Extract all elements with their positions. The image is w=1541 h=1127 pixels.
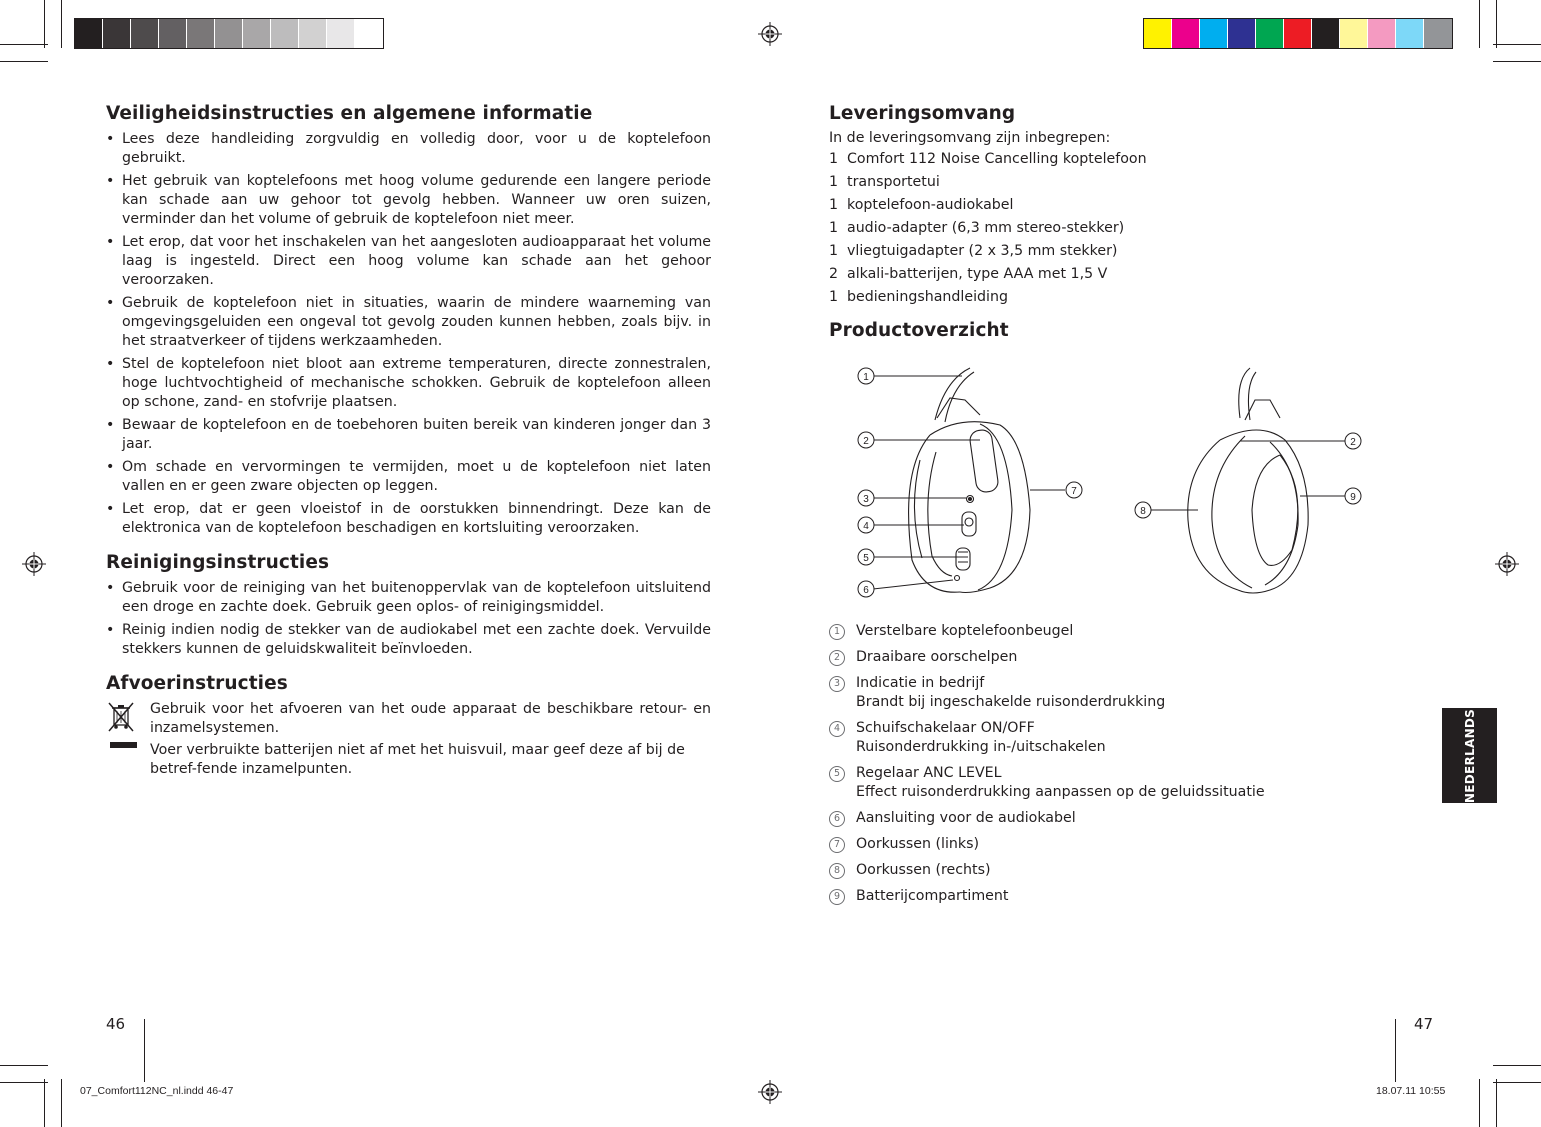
disposal-icon-cell (106, 700, 150, 770)
legend-text (856, 622, 1073, 641)
earcup-right-shell (1220, 430, 1308, 593)
crop-mark (1493, 1065, 1541, 1066)
bullet-item: • Het gebruik van koptelefoons met hoog volume gedurende een langere periode kan schade aan uw gehoor tot gevolg hebben. Wanneer uw oren suizen, verminder dan het volume of gebruik de koptelefoon niet meer. (106, 172, 711, 229)
cleaning-title: Reinigingsinstructies (106, 552, 330, 573)
overview-title: Productoverzicht (829, 320, 1009, 341)
bullet-item: • Om schade en vervormingen te vermijden, moet u de koptelefoon niet laten vallen en er geen zware objecten op leggen. (106, 458, 711, 496)
scope-item-qty: 1 (829, 289, 839, 305)
scope-item (829, 173, 1269, 192)
scope-item-qty: 1 (829, 243, 839, 259)
color-swatch (1312, 19, 1340, 48)
callout-3: 3 (863, 494, 869, 505)
bullet-item: • Let erop, dat voor het inschakelen van het aangesloten audioapparaat het volume laag is ingesteld. Direct een hoog volume kan schade aan het gehoor veroorzaken. (106, 233, 711, 290)
cmyk-color-bar (1143, 18, 1453, 49)
legend-number: 9 (829, 889, 845, 905)
callout-2: 2 (863, 436, 869, 447)
language-tab (1442, 708, 1497, 803)
cleaning-list (106, 579, 711, 659)
color-swatch (1368, 19, 1396, 48)
legend-label: Batterijcompartiment (856, 888, 1009, 904)
legend-number: 6 (829, 811, 845, 827)
callout-1: 1 (863, 372, 869, 383)
safety-list (106, 130, 711, 538)
color-swatch (299, 19, 327, 48)
scope-list (829, 150, 1269, 307)
crop-mark (1493, 1082, 1541, 1083)
color-swatch (131, 19, 159, 48)
scope-item-label: koptelefoon-audiokabel (847, 197, 1014, 213)
left-column (106, 102, 711, 782)
bullet-item: • Lees deze handleiding zorgvuldig en volledig door, voor u de koptelefoon gebruikt. (106, 130, 711, 168)
color-swatch (327, 19, 355, 48)
scope-item-qty: 1 (829, 197, 839, 213)
registration-mark-icon (22, 552, 46, 576)
legend-number: 3 (829, 676, 845, 692)
legend-number: 8 (829, 863, 845, 879)
legend-label: Aansluiting voor de audiokabel (856, 810, 1076, 826)
color-swatch (355, 19, 383, 48)
legend-number: 5 (829, 766, 845, 782)
scope-item-label: transportetui (847, 174, 940, 190)
slug-filename: 07_Comfort112NC_nl.indd 46-47 (80, 1085, 234, 1097)
color-swatch (103, 19, 131, 48)
color-swatch (159, 19, 187, 48)
scope-item-label: alkali-batterijen, type AAA met 1,5 V (847, 266, 1108, 282)
legend-item (829, 887, 1269, 906)
disposal-paragraph-1: Gebruik voor het afvoeren van het oude apparaat de beschikbare retour- en inzamelsystemen. (150, 701, 711, 736)
legend-item (829, 861, 1269, 880)
legend-text (856, 861, 991, 880)
gray-color-bar (74, 18, 384, 49)
crop-mark (44, 0, 45, 48)
legend-text (856, 809, 1076, 828)
legend-text (856, 719, 1106, 757)
legend-sublabel: Ruisonderdrukking in-/uitschakelen (856, 739, 1106, 755)
scope-item (829, 150, 1269, 169)
scope-item-qty: 2 (829, 266, 839, 282)
disposal-paragraph-2: Voer verbruikte batterijen niet af met het huisvuil, maar geef deze af bij de betref-fende inzamelpunten. (150, 742, 685, 777)
color-swatch (187, 19, 215, 48)
scope-item-label: Comfort 112 Noise Cancelling koptelefoon (847, 151, 1147, 167)
crossed-bin-icon (106, 700, 136, 746)
legend-item (829, 835, 1269, 854)
scope-item-label: bedieningshandleiding (847, 289, 1008, 305)
legend-text (856, 835, 979, 854)
registration-mark-icon (758, 1080, 782, 1104)
legend-item (829, 648, 1269, 667)
folio-rule (1395, 1019, 1396, 1082)
legend-text (856, 887, 1008, 906)
crop-mark (61, 1079, 62, 1127)
slug-timestamp: 18.07.11 10:55 (1376, 1085, 1446, 1097)
crop-mark (1493, 61, 1541, 62)
crop-mark (1479, 0, 1480, 48)
color-swatch (1424, 19, 1452, 48)
legend-sublabel: Effect ruisonderdrukking aanpassen op de geluidssituatie (856, 784, 1265, 800)
legend-label: Oorkussen (links) (856, 836, 980, 852)
crop-mark (1479, 1079, 1480, 1127)
scope-item-qty: 1 (829, 151, 839, 167)
earcup-left-cushion (930, 422, 1030, 593)
legend-number: 2 (829, 650, 845, 666)
registration-mark-icon (1495, 552, 1519, 576)
scope-item (829, 219, 1269, 238)
legend-label: Indicatie in bedrijf (856, 675, 985, 691)
scope-item-label: vliegtuigadapter (2 x 3,5 mm stekker) (847, 243, 1118, 259)
color-swatch (1228, 19, 1256, 48)
crop-mark (1493, 44, 1541, 45)
color-swatch (75, 19, 103, 48)
color-swatch (1172, 19, 1200, 48)
legend-item (829, 674, 1269, 712)
scope-item (829, 242, 1269, 261)
legend-label: Verstelbare koptelefoonbeugel (856, 623, 1074, 639)
callout-2-right: 2 (1350, 437, 1356, 448)
crop-mark (1496, 0, 1497, 48)
color-swatch (243, 19, 271, 48)
legend-item (829, 764, 1269, 802)
callout-8: 8 (1140, 506, 1146, 517)
crop-mark (44, 1079, 45, 1127)
callout-6: 6 (863, 585, 869, 596)
color-swatch (1396, 19, 1424, 48)
overview-legend (829, 622, 1269, 913)
legend-item (829, 809, 1269, 828)
registration-mark-icon (758, 22, 782, 46)
crop-mark (0, 1065, 48, 1066)
product-diagram (840, 360, 1380, 610)
legend-number: 4 (829, 721, 845, 737)
scope-intro: In de leveringsomvang zijn inbegrepen: (829, 130, 1111, 146)
legend-number: 1 (829, 624, 845, 640)
color-swatch (215, 19, 243, 48)
crop-mark (1496, 1079, 1497, 1127)
language-tab-label: NEDERLANDS (1462, 708, 1477, 803)
folio-rule (144, 1019, 145, 1082)
crop-mark (0, 61, 48, 62)
legend-sublabel: Brandt bij ingeschakelde ruisonderdrukking (856, 694, 1166, 710)
crop-mark (61, 0, 62, 48)
legend-number: 7 (829, 837, 845, 853)
callout-9: 9 (1350, 492, 1356, 503)
color-swatch (271, 19, 299, 48)
page-number-right: 47 (1414, 1015, 1434, 1033)
disposal-bar-icon (110, 742, 137, 748)
legend-item (829, 719, 1269, 757)
legend-label: Oorkussen (rechts) (856, 862, 991, 878)
color-swatch (1256, 19, 1284, 48)
scope-item-label: audio-adapter (6,3 mm stereo-stekker) (847, 220, 1125, 236)
bullet-item: • Let erop, dat er geen vloeistof in de oorstukken binnendringt. Deze kan de elektronica van de koptelefoon beschadigen en kortsluiting veroorzaken. (106, 500, 711, 538)
bullet-item: • Gebruik de koptelefoon niet in situaties, waarin de mindere waarneming van omgevingsgeluiden een ongeval tot gevolg zouden kunnen hebben, zoals bijv. in het straatverkeer of tijdens werkzaamheden. (106, 294, 711, 351)
page-number-left: 46 (106, 1015, 126, 1033)
scope-item-qty: 1 (829, 174, 839, 190)
legend-text (856, 674, 1165, 712)
scope-item (829, 265, 1269, 284)
scope-item (829, 196, 1269, 215)
callout-4: 4 (863, 521, 869, 532)
color-swatch (1340, 19, 1368, 48)
color-swatch (1144, 19, 1172, 48)
scope-title: Leveringsomvang (829, 103, 1016, 124)
bullet-item: • Reinig indien nodig de stekker van de audiokabel met een zachte doek. Vervuilde stekkers kunnen de geluidskwaliteit beïnvloeden. (106, 621, 711, 659)
disposal-block (106, 700, 711, 782)
crop-mark (0, 1082, 48, 1083)
bullet-item: • Stel de koptelefoon niet bloot aan extreme temperaturen, directe zonnestralen, hoge luchtvochtigheid of mechanische schokken. Gebruik de koptelefoon alleen op schone, zand- en stofvrije plaatsen. (106, 355, 711, 412)
scope-item-qty: 1 (829, 220, 839, 236)
legend-label: Schuifschakelaar ON/OFF (856, 720, 1035, 736)
legend-label: Regelaar ANC LEVEL (856, 765, 1002, 781)
crop-mark (0, 44, 48, 45)
callout-5: 5 (863, 553, 869, 564)
legend-label: Draaibare oorschelpen (856, 649, 1018, 665)
legend-text (856, 764, 1265, 802)
right-column (829, 102, 1269, 343)
safety-title: Veiligheidsinstructies en algemene informatie (106, 103, 593, 124)
color-swatch (1200, 19, 1228, 48)
earcup-right-cushion (1188, 440, 1238, 590)
color-swatch (1284, 19, 1312, 48)
callout-7: 7 (1071, 486, 1077, 497)
disposal-title: Afvoerinstructies (106, 673, 288, 694)
legend-text (856, 648, 1017, 667)
bullet-item: • Gebruik voor de reiniging van het buitenoppervlak van de koptelefoon uitsluitend een droge en zachte doek. Gebruik geen oplos- of reinigingsmiddel. (106, 579, 711, 617)
scope-item (829, 288, 1269, 307)
legend-item (829, 622, 1269, 641)
disposal-text (150, 700, 711, 782)
bullet-item: • Bewaar de koptelefoon en de toebehoren buiten bereik van kinderen jonger dan 3 jaar. (106, 416, 711, 454)
